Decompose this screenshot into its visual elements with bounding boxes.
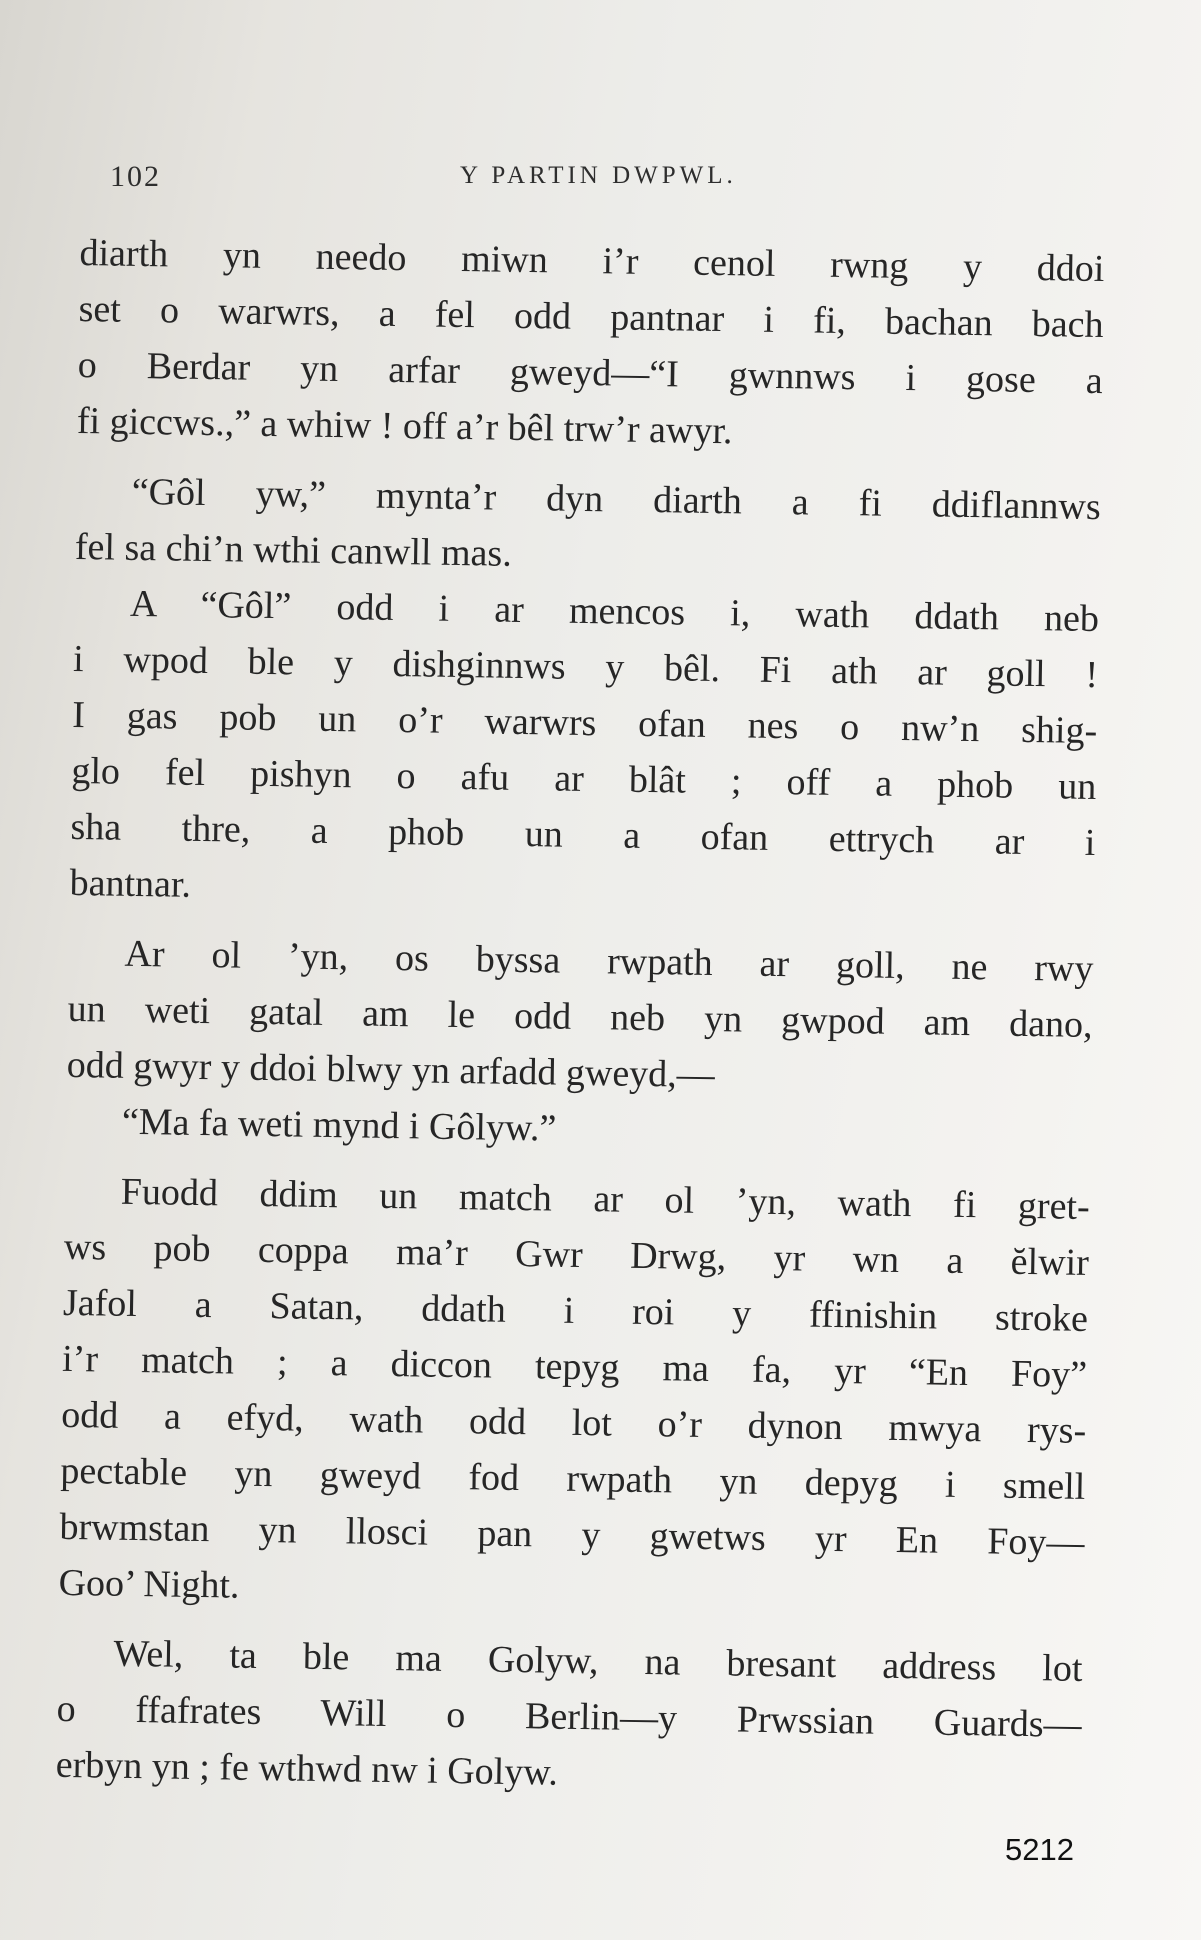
text-line: “Ma fa weti mynd i Gôlyw.” — [121, 1100, 557, 1150]
text-line: odd gwyr y ddoi blwy yn arfadd gweyd,— — [66, 1043, 716, 1097]
text-line: Wel, ta ble ma Golyw, na bresant address lot — [113, 1632, 1083, 1690]
text-line: i wpod ble y dishginnws y bêl. Fi ath ar goll ! — [72, 637, 1099, 697]
text-line: bantnar. — [69, 861, 192, 906]
paragraph — [58, 1163, 1090, 1627]
text-line: “Gôl yw,” mynta’r dyn diarth a fi ddiflannws — [131, 470, 1102, 529]
text-line: erbyn yn ; fe wthwd nw i Golyw. — [55, 1743, 559, 1794]
running-head — [110, 160, 1090, 200]
text-line: brwmstan yn llosci pan y gwetws yr En Foy— — [59, 1505, 1085, 1564]
paragraph — [69, 575, 1099, 927]
text-line: ws pob coppa ma’r Gwr Drwg, yr wn a ĕlwir — [63, 1225, 1090, 1284]
paragraph — [55, 1625, 1083, 1809]
text-line: Fuodd ddim un match ar ol ’yn, wath fi gret- — [120, 1170, 1091, 1228]
paragraph — [66, 925, 1094, 1109]
text-line: o Berdar yn arfar gweyd—“I gwnnws i gose a — [77, 343, 1104, 403]
text-line: o ffafrates Will o Berlin—y Prwssian Guards— — [56, 1687, 1082, 1746]
text-line: un weti gatal am le odd neb yn gwpod am dano, — [67, 987, 1093, 1047]
text-line: glo fel pishyn o afu ar blât ; off a phob un — [71, 749, 1097, 809]
text-line: odd a efyd, wath odd lot o’r dynon mwya rys- — [60, 1393, 1087, 1452]
text-line: i’r match ; a diccon tepyg ma fa, yr “En Foy” — [61, 1337, 1088, 1396]
text-line: A “Gôl” odd i ar mencos i, wath ddath neb — [129, 582, 1100, 641]
text-line: sha thre, a phob un a ofan ettrych ar i — [70, 805, 1096, 865]
running-title: Y PARTIN DWPWL. — [460, 162, 737, 189]
text-line: I gas pob un o’r warwrs ofan nes o nw’n shig- — [71, 693, 1098, 753]
text-line: Ar ol ’yn, os byssa rwpath ar goll, ne rwy — [124, 932, 1094, 991]
text-line: set o warwrs, a fel odd pantnar i fi, bachan bach — [78, 287, 1104, 347]
text-line: pectable yn gweyd fod rwpath yn depyg i smell — [60, 1449, 1086, 1508]
paragraph — [76, 225, 1104, 465]
text-line: Goo’ Night. — [58, 1561, 240, 1607]
archive-number: 5212 — [1005, 1832, 1074, 1867]
text-line: Jafol a Satan, ddath i roi y ffinishin stroke — [62, 1281, 1089, 1340]
text-line: diarth yn needo miwn i’r cenol rwng y ddoi — [79, 231, 1105, 291]
paragraph — [75, 463, 1102, 591]
body-text — [55, 225, 1105, 1809]
page-number: 102 — [110, 160, 161, 193]
text-line: fel sa chi’n wthi canwll mas. — [74, 525, 513, 575]
text-line: fi giccws.,” a whiw ! off a’r bêl trw’r awyr. — [76, 399, 733, 453]
